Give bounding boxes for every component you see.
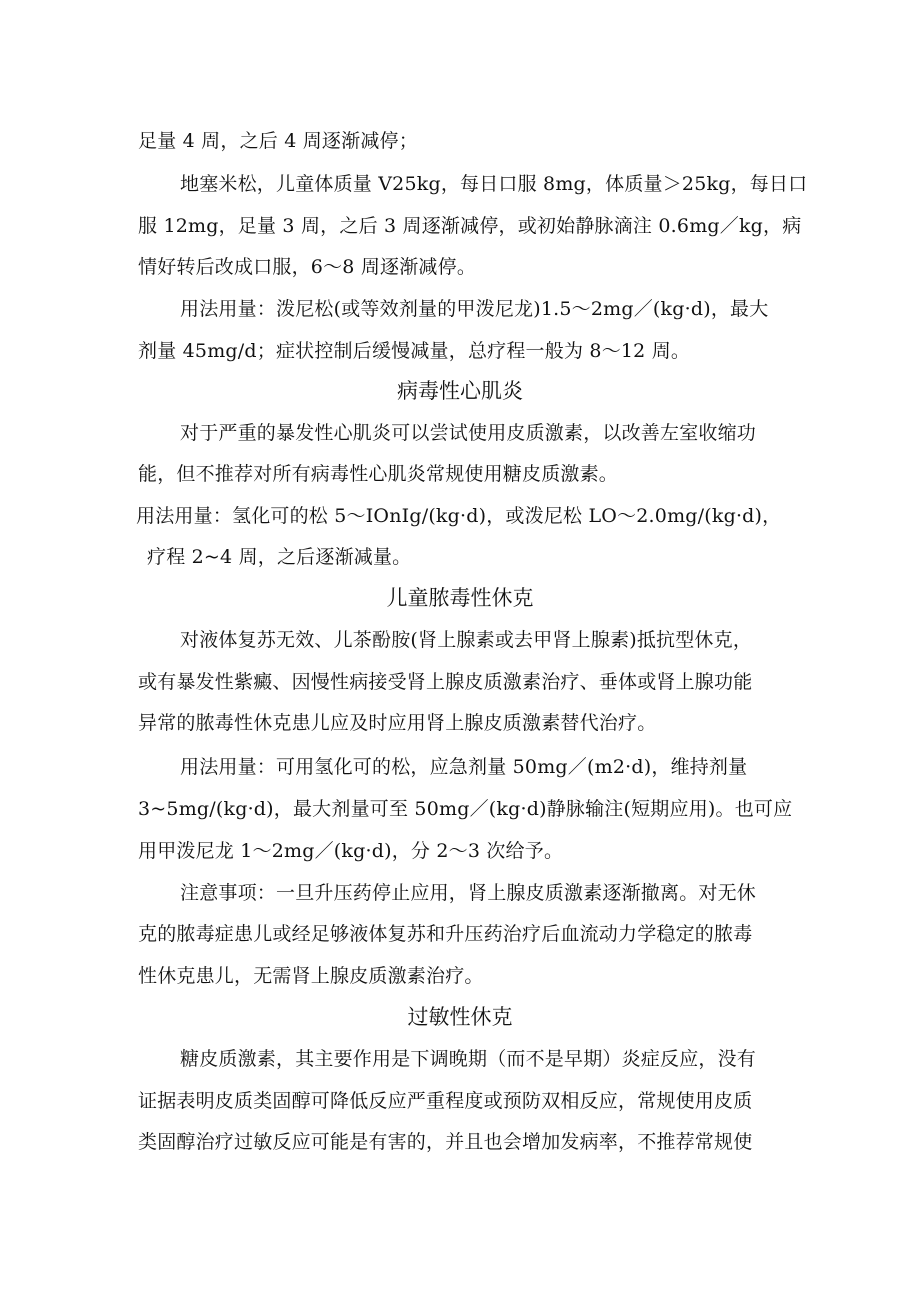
paragraph-line: 地塞米松，儿童体质量 V25kg，每日口服 8mg，体质量＞25kg，每日口: [180, 173, 808, 195]
paragraph-line: 异常的脓毒性休克患儿应及时应用肾上腺皮质激素替代治疗。: [138, 712, 657, 734]
paragraph-line: 对液体复苏无效、儿茶酚胺(肾上腺素或去甲肾上腺素)抵抗型休克，: [180, 629, 753, 651]
paragraph-line: 3~5mg/(kg·d)，最大剂量可至 50mg／(kg·d)静脉输注(短期应用)。也可应: [138, 798, 793, 820]
paragraph-line: 性休克患儿，无需肾上腺皮质激素治疗。: [138, 965, 484, 987]
paragraph-line: 剂量 45mg/d；症状控制后缓慢减量，总疗程一般为 8～12 周。: [138, 340, 691, 362]
paragraph-line: 用法用量：泼尼松(或等效剂量的甲泼尼龙)1.5～2mg／(kg·d)，最大: [180, 298, 769, 320]
paragraph-line: 证据表明皮质类固醇可降低反应严重程度或预防双相反应，常规使用皮质: [138, 1090, 753, 1112]
section-heading-septic-shock: 儿童脓毒性休克: [386, 586, 534, 610]
paragraph-line: 足量 4 周，之后 4 周逐渐减停；: [138, 130, 418, 152]
paragraph-line: 类固醇治疗过敏反应可能是有害的，并且也会增加发病率，不推荐常规使: [138, 1131, 753, 1153]
paragraph-line: 能，但不推荐对所有病毒性心肌炎常规使用糖皮质激素。: [138, 463, 619, 485]
paragraph-line: 克的脓毒症患儿或经足够液体复苏和升压药治疗后血流动力学稳定的脓毒: [138, 923, 753, 945]
section-heading-myocarditis: 病毒性心肌炎: [397, 379, 523, 403]
section-heading-anaphylactic-shock: 过敏性休克: [407, 1005, 513, 1029]
paragraph-line: 用法用量：可用氢化可的松，应急剂量 50mg／(m2·d)，维持剂量: [180, 756, 748, 778]
paragraph-line: 注意事项：一旦升压药停止应用，肾上腺皮质激素逐渐撤离。对无休: [180, 882, 757, 904]
paragraph-line: 对于严重的暴发性心肌炎可以尝试使用皮质激素，以改善左室收缩功: [180, 422, 757, 444]
paragraph-line: 用甲泼尼龙 1～2mg／(kg·d)，分 2～3 次给予。: [138, 840, 564, 862]
paragraph-line: 疗程 2~4 周，之后逐渐减量。: [147, 546, 412, 568]
paragraph-line: 或有暴发性紫癜、因慢性病接受肾上腺皮质激素治疗、垂体或肾上腺功能: [138, 671, 753, 693]
paragraph-line: 用法用量：氢化可的松 5～IOnIg/(kg·d)，或泼尼松 LO～2.0mg/(kg·d)，: [136, 505, 782, 527]
paragraph-line: 糖皮质激素，其主要作用是下调晚期（而不是早期）炎症反应，没有: [180, 1048, 757, 1070]
paragraph-line: 服 12mg，足量 3 周，之后 3 周逐渐减停，或初始静脉滴注 0.6mg／kg，病: [138, 215, 802, 237]
paragraph-line: 情好转后改成口服，6～8 周逐渐减停。: [138, 256, 477, 278]
